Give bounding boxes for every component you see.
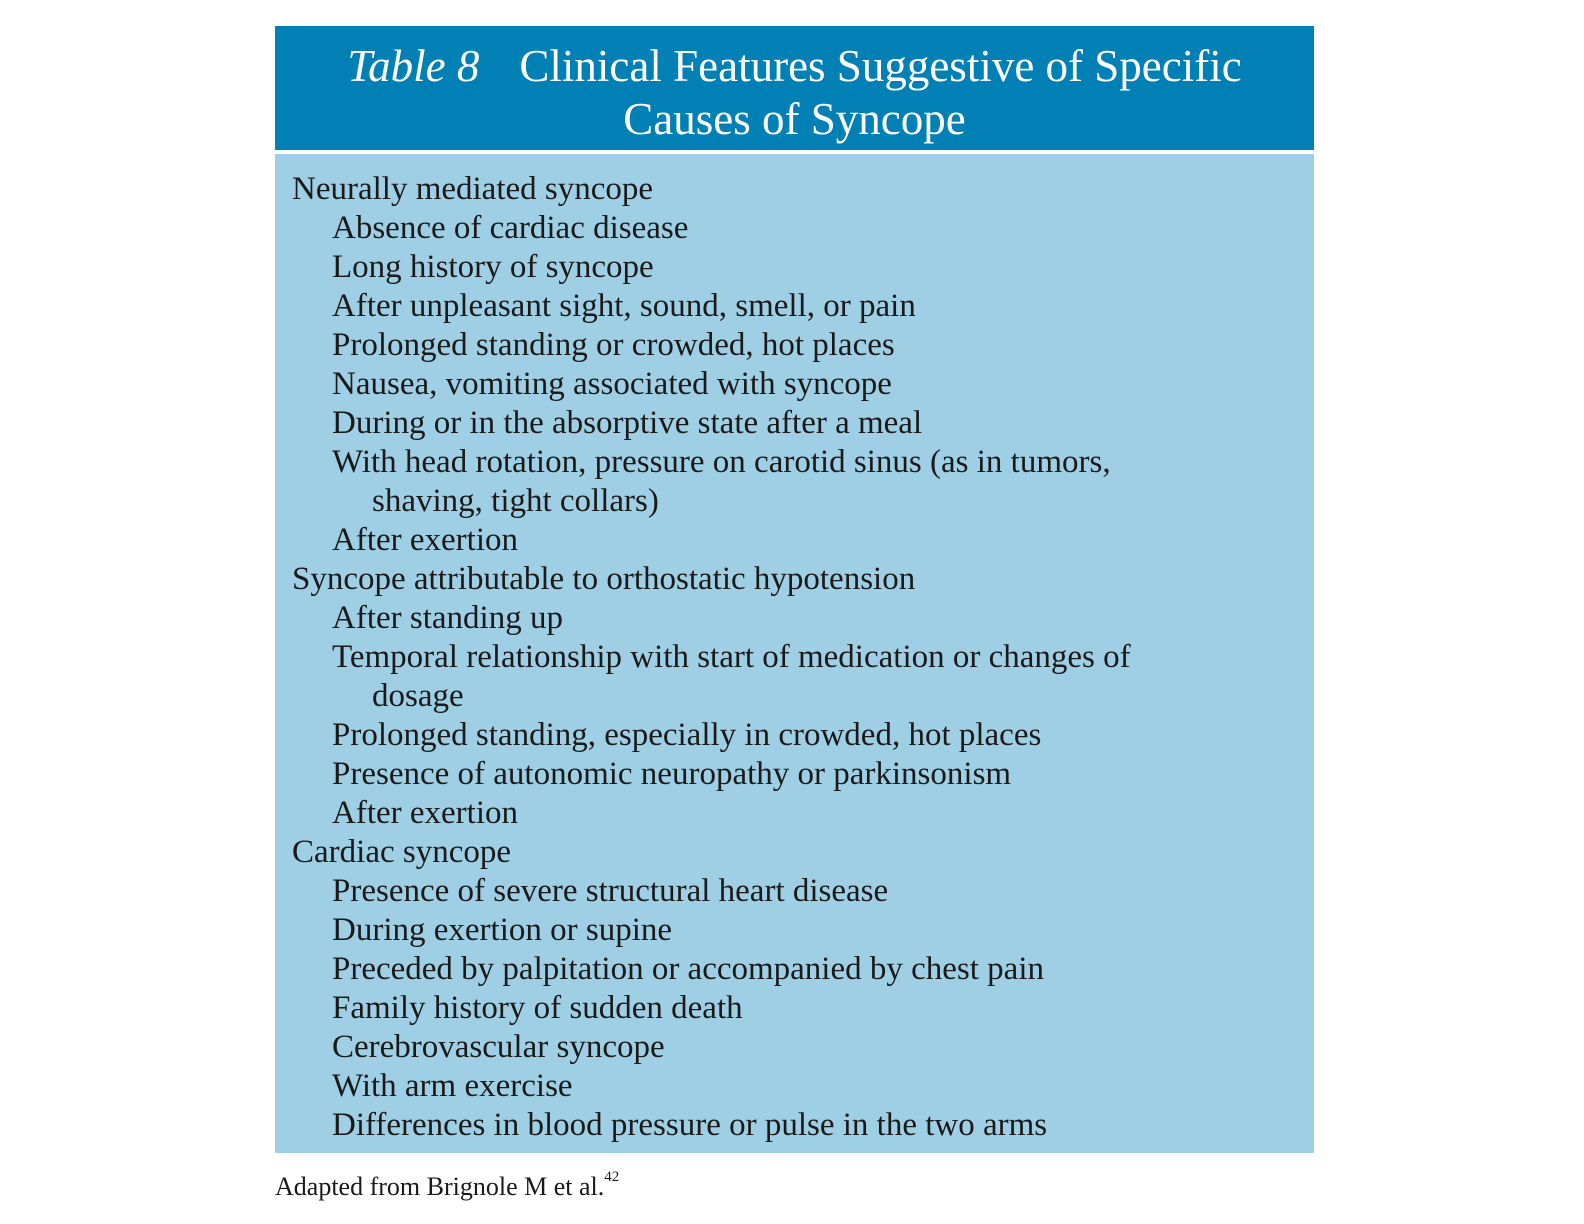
list-item (292, 1106, 1314, 1145)
footnote-ref: 42 (604, 1169, 620, 1185)
table-title-line2: Causes of Syncope (623, 94, 966, 144)
list-item (292, 404, 1314, 443)
list-item (292, 950, 1314, 989)
list-item-text: After exertion (332, 522, 518, 558)
list-item (292, 365, 1314, 404)
section-title: Syncope attributable to orthostatic hypotension (292, 561, 916, 597)
list-item-text: During exertion or supine (332, 912, 673, 948)
list-item-continuation: shaving, tight collars) (372, 483, 659, 519)
list-item-text: After unpleasant sight, sound, smell, or pain (332, 288, 916, 324)
list-item (292, 521, 1314, 560)
list-item-text: Nausea, vomiting associated with syncope (332, 366, 892, 402)
section-title: Neurally mediated syncope (292, 171, 654, 207)
list-item (292, 755, 1314, 794)
list-item-text: Presence of severe structural heart disease (332, 873, 889, 909)
list-item (292, 443, 1314, 521)
table-title-line1 (275, 40, 1314, 93)
list-item (292, 599, 1314, 638)
list-item-text: Absence of cardiac disease (332, 210, 689, 246)
list-item (292, 911, 1314, 950)
footnote-text: Adapted from Brignole M et al. (275, 1172, 605, 1201)
list-item-text: Presence of autonomic neuropathy or parkinsonism (332, 756, 1012, 792)
list-item-text: Temporal relationship with start of medication or changes of (332, 639, 1131, 675)
table-body (275, 154, 1314, 1153)
list-item-text: During or in the absorptive state after a meal (332, 405, 923, 441)
list-item-text: Family history of sudden death (332, 990, 743, 1026)
syncope-table (275, 26, 1314, 1153)
list-item (292, 1028, 1314, 1067)
list-item-text: Long history of syncope (332, 249, 654, 285)
list-item (292, 248, 1314, 287)
list-item-text: After standing up (332, 600, 563, 636)
table-title: Clinical Features Suggestive of Specific (519, 41, 1242, 91)
list-item-text: Preceded by palpitation or accompanied by chest pain (332, 951, 1044, 987)
list-item-text: With arm exercise (332, 1068, 573, 1104)
footnote (275, 1169, 620, 1202)
list-item (292, 638, 1314, 716)
list-item-text: Cerebrovascular syncope (332, 1029, 665, 1065)
table-header (275, 26, 1314, 150)
list-item (292, 872, 1314, 911)
list-item (292, 326, 1314, 365)
list-item (292, 209, 1314, 248)
list-item (292, 287, 1314, 326)
list-item-text: Prolonged standing, especially in crowded, hot places (332, 717, 1042, 753)
table-label: Table 8 (347, 41, 480, 91)
list-item-text: Prolonged standing or crowded, hot places (332, 327, 895, 363)
list-item-continuation: dosage (372, 678, 464, 714)
list-item-text: After exertion (332, 795, 518, 831)
list-item (292, 989, 1314, 1028)
list-item-text: Differences in blood pressure or pulse in the two arms (332, 1107, 1048, 1143)
list-item (292, 794, 1314, 833)
list-item-text: With head rotation, pressure on carotid sinus (as in tumors, (332, 444, 1111, 480)
section-title: Cardiac syncope (292, 834, 511, 870)
list-item (292, 1067, 1314, 1106)
list-item (292, 716, 1314, 755)
